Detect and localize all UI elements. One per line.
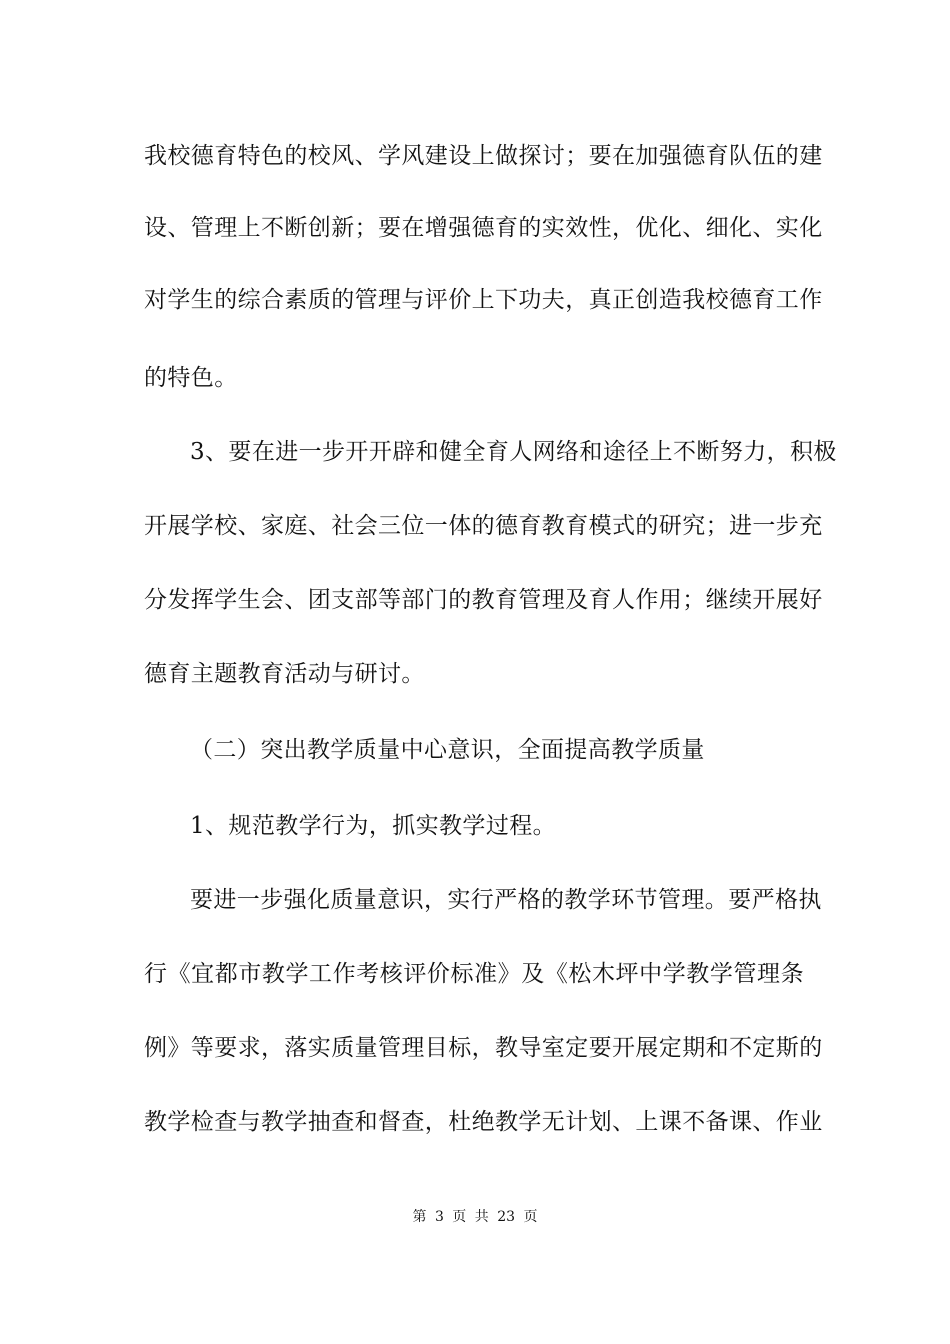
text-line-12: 行《宜都市教学工作考核评价标准》及《松木坪中学教学管理条 (144, 961, 804, 987)
text-line-14: 教学检查与教学抽查和督查，杜绝教学无计划、上课不备课、作业 (144, 1109, 823, 1135)
text-line-3: 对学生的综合素质的管理与评价上下功夫，真正创造我校德育工作 (144, 287, 823, 313)
text-line-1: 我校德育特色的校风、学风建设上做探讨；要在加强德育队伍的建 (144, 143, 823, 169)
subsection-heading: 1、规范教学行为，抓实教学过程。 (190, 813, 557, 839)
text-line-7: 分发挥学生会、团支部等部门的教育管理及育人作用；继续开展好 (144, 587, 823, 613)
text-line-4: 的特色。 (144, 365, 238, 391)
text-line-13: 例》等要求，落实质量管理目标，教导室定要开展定期和不定斯的 (144, 1035, 823, 1061)
text-line-5: 3、要在进一步开开辟和健全育人网络和途径上不断努力，积极 (190, 439, 837, 465)
text-line-8: 德育主题教育活动与研讨。 (144, 661, 425, 687)
page-number: 第 3 页 共 23 页 (412, 1209, 538, 1225)
text-line-2: 设、管理上不断创新；要在增强德育的实效性，优化、细化、实化 (144, 215, 823, 241)
text-line-6: 开展学校、家庭、社会三位一体的德育教育模式的研究；进一步充 (144, 513, 823, 539)
text-line-11: 要进一步强化质量意识，实行严格的教学环节管理。要严格执 (190, 887, 822, 913)
section-heading: （二）突出教学质量中心意识，全面提高教学质量 (190, 737, 705, 763)
